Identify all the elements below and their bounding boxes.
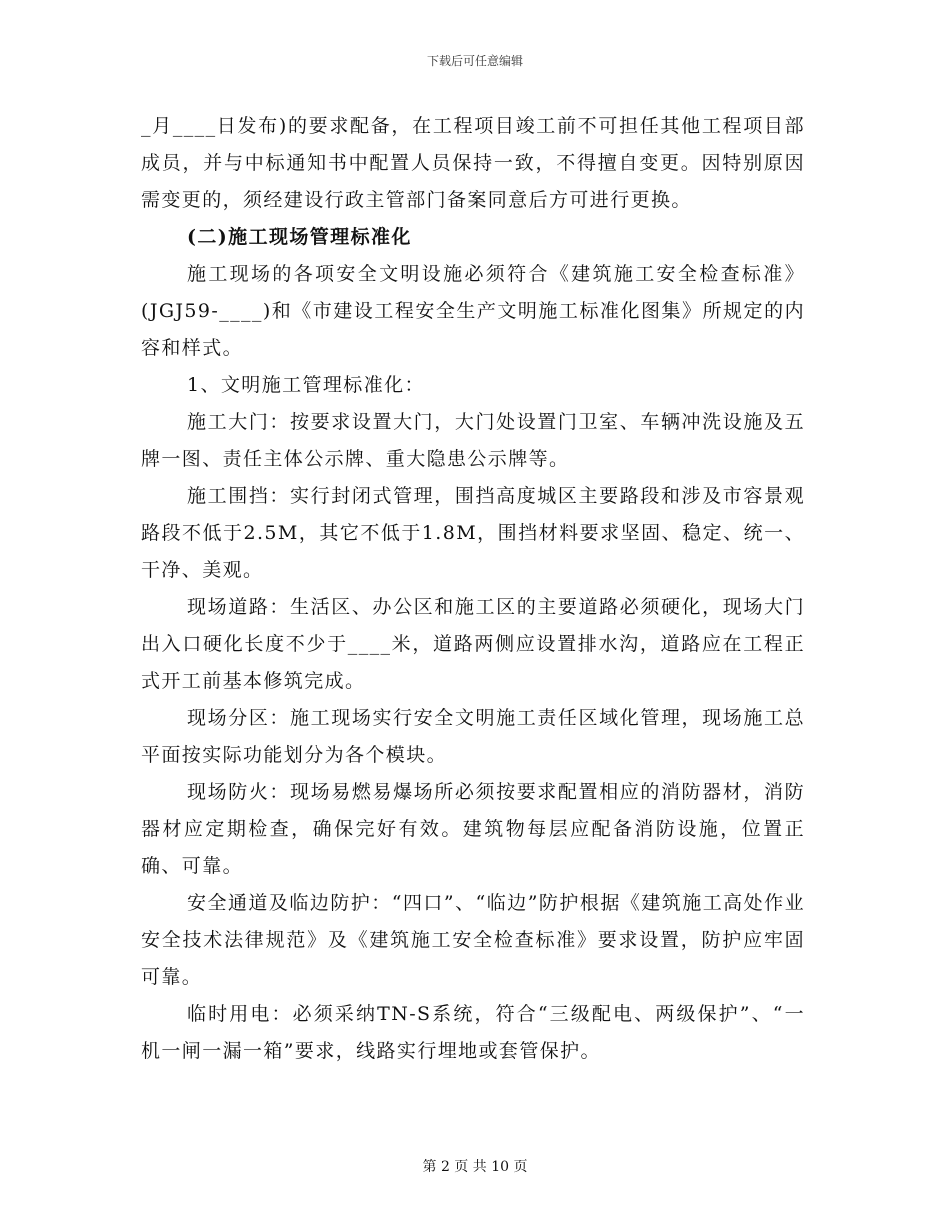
page-header: 下载后可任意编辑 — [426, 54, 523, 68]
paragraph-gate: 施工大门：按要求设置大门，大门处设置门卫室、车辆冲洗设施及五牌一图、责任主体公示牌、重大隐患公示牌等。 — [141, 411, 805, 470]
paragraph-enclosure: 施工围挡：实行封闭式管理，围挡高度城区主要路段和涉及市容景观路段不低于2.5M，其它不低于1.8M，围挡材料要求坚固、稳定、统一、干净、美观。 — [141, 485, 805, 581]
paragraph-fire: 现场防火：现场易燃易爆场所必须按要求配置相应的消防器材，消防器材应定期检查，确保完好有效。建筑物每层应配备消防设施，位置正确、可靠。 — [141, 781, 805, 877]
paragraph-zoning: 现场分区：施工现场实行安全文明施工责任区域化管理，现场施工总平面按实际功能划分为各个模块。 — [141, 707, 805, 766]
paragraph-standards: 施工现场的各项安全文明设施必须符合《建筑施工安全检查标准》(JGJ59-____)和《市建设工程安全生产文明施工标准化图集》所规定的内容和样式。 — [141, 263, 805, 359]
paragraph-electricity: 临时用电：必须采纳TN-S系统，符合“三级配电、两级保护”、“一机一闸一漏一箱”要求，线路实行埋地或套管保护。 — [141, 1003, 805, 1062]
section-heading: (二)施工现场管理标准化 — [187, 226, 412, 248]
paragraph-continuation: _月____日发布)的要求配备，在工程项目竣工前不可担任其他工程项目部成员，并与中标通知书中配置人员保持一致，不得擅自变更。因特别原因需变更的，须经建设行政主管部门备案同意后方可进行更换。 — [141, 115, 805, 211]
document-body — [141, 108, 805, 1070]
paragraph-edge-protection: 安全通道及临边防护：“四口”、“临边”防护根据《建筑施工高处作业安全技术法律规范》及《建筑施工安全检查标准》要求设置，防护应牢固可靠。 — [141, 892, 805, 988]
paragraph-roads: 现场道路：生活区、办公区和施工区的主要道路必须硬化，现场大门出入口硬化长度不少于____米，道路两侧应设置排水沟，道路应在工程正式开工前基本修筑完成。 — [141, 596, 805, 692]
subsection-heading: 1、文明施工管理标准化： — [187, 374, 425, 396]
page-footer: 第 2 页 共 10 页 — [422, 1159, 528, 1175]
